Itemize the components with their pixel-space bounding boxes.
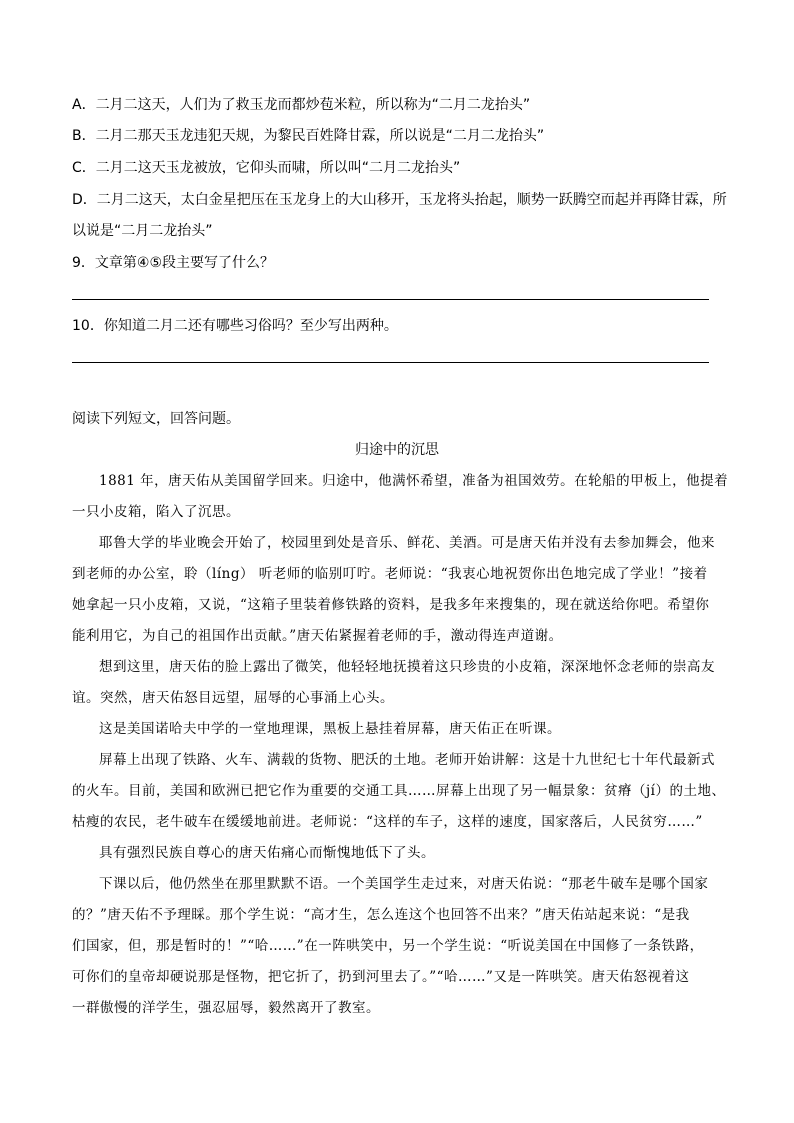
paragraph-line: 具有强烈民族自尊心的唐天佑痛心而惭愧地低下了头。 xyxy=(99,845,435,861)
paragraph-line: 能利用它，为自己的祖国作出贡献。”唐天佑紧握着老师的手，激动得连声道谢。 xyxy=(72,628,563,644)
paragraph-7 xyxy=(72,875,722,1017)
paragraph-line: 这是美国诺哈夫中学的一堂地理课，黑板上悬挂着屏幕，唐天佑正在听课。 xyxy=(99,721,561,737)
paragraph-line: 一只小皮箱，陷入了沉思。 xyxy=(72,504,240,520)
paragraph-line: 可你们的皇帝却硬说那是怪物，把它折了，扔到河里去了。”“哈……”又是一阵哄笑。唐天佑怒视着这 xyxy=(72,969,690,985)
paragraph-line: 枯瘦的农民，老牛破车在缓缓地前进。老师说：“这样的车子，这样的速度，国家落后，人民贫穷……” xyxy=(72,814,703,830)
passage-body xyxy=(72,472,729,1017)
passage-title: 归途中的沉思 xyxy=(355,442,439,458)
paragraph-4 xyxy=(72,720,722,738)
paragraph-line: 她拿起一只小皮箱，又说，“这箱子里装着修铁路的资料，是我多年来搜集的，现在就送给你吧。希望你 xyxy=(72,597,710,613)
question-9: 9．文章第④⑤段主要写了什么？ xyxy=(72,255,275,271)
answer-line-9[interactable] xyxy=(72,299,709,300)
paragraph-line: 一群傲慢的洋学生，强忍屈辱，毅然离开了教室。 xyxy=(72,1000,380,1016)
paragraph-line: 耶鲁大学的毕业晚会开始了，校园里到处是音乐、鲜花、美酒。可是唐天佑并没有去参加舞会，他来 xyxy=(99,535,715,551)
option-c: C．二月二这天玉龙被放，它仰头而啸，所以叫“二月二龙抬头” xyxy=(72,160,461,176)
paragraph-line: 1881 年，唐天佑从美国留学回来。归途中，他满怀希望，准备为祖国效劳。在轮船的甲板上，他提着 xyxy=(99,473,729,489)
paragraph-3 xyxy=(72,658,722,707)
reading-instruction: 阅读下列短文，回答问题。 xyxy=(72,411,240,427)
paragraph-line: 到老师的办公室，聆（líng） 听老师的临别叮咛。老师说：“我衷心地祝贺你出色地完成了学业！”接着 xyxy=(72,566,708,582)
option-d-line1: D．二月二这天，太白金星把压在玉龙身上的大山移开，玉龙将头抬起，顺势一跃腾空而起并再降甘霖，所 xyxy=(72,192,727,208)
paragraph-line: 屏幕上出现了铁路、火车、满载的货物、肥沃的土地。老师开始讲解：这是十九世纪七十年代最新式 xyxy=(99,752,715,768)
paragraph-line: 下课以后，他仍然坐在那里默默不语。一个美国学生走过来，对唐天佑说：“那老牛破车是哪个国家 xyxy=(99,876,709,892)
option-d-line2: 以说是“二月二龙抬头” xyxy=(72,223,213,239)
option-a: A．二月二这天，人们为了救玉龙而都炒苞米粒，所以称为“二月二龙抬头” xyxy=(72,97,531,113)
question-10: 10．你知道二月二还有哪些习俗吗？至少写出两种。 xyxy=(72,318,398,334)
answer-line-10[interactable] xyxy=(72,362,709,363)
paragraph-line: 谊。突然，唐天佑怒目远望，屈辱的心事涌上心头。 xyxy=(72,690,394,706)
paragraph-line: 想到这里，唐天佑的脸上露出了微笑，他轻轻地抚摸着这只珍贵的小皮箱，深深地怀念老师的崇高友 xyxy=(99,659,715,675)
option-b: B．二月二那天玉龙违犯天规，为黎民百姓降甘霖，所以说是“二月二龙抬头” xyxy=(72,128,545,144)
paragraph-line: 的？”唐天佑不予理睬。那个学生说：“高才生，怎么连这个也回答不出来？”唐天佑站起来说：“是我 xyxy=(72,907,690,923)
paragraph-1 xyxy=(72,472,729,521)
paragraph-line: 们国家，但，那是暂时的！”“哈……”在一阵哄笑中，另一个学生说：“听说美国在中国修了一条铁路， xyxy=(72,938,704,954)
paragraph-line: 的火车。目前，美国和欧洲已把它作为重要的交通工具……屏幕上出现了另一幅景象：贫瘠（jí）的土地、 xyxy=(72,783,726,799)
paragraph-2 xyxy=(72,534,722,645)
paragraph-5 xyxy=(72,751,726,831)
paragraph-6 xyxy=(72,844,722,862)
